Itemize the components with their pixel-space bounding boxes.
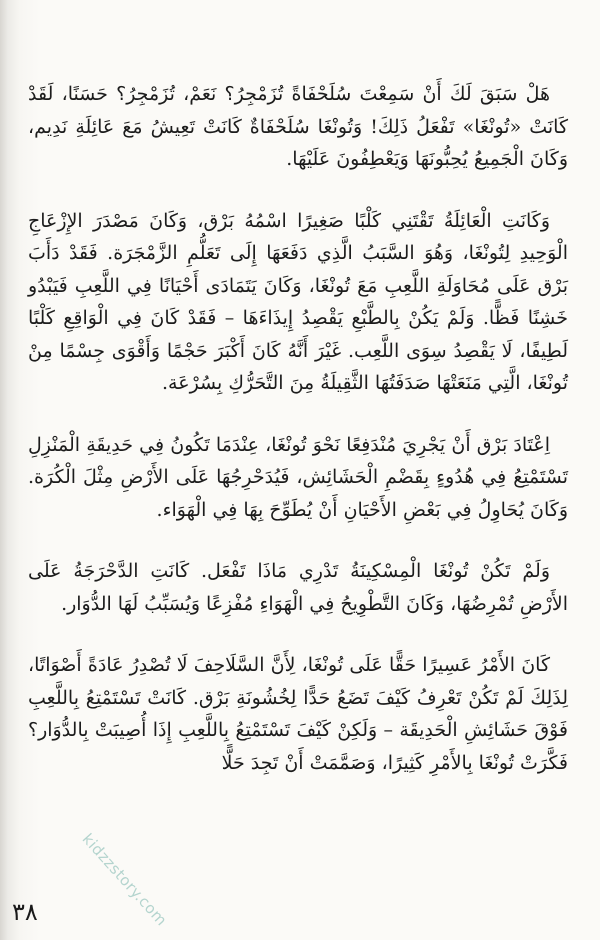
page-number: ٣٨ bbox=[12, 898, 38, 926]
paragraph-5: كَانَ الأَمْرُ عَسِيرًا حَقًّا عَلَى تُونْغَا، لِأَنَّ السَّلَاحِفَ لَا تُصْدِرُ عَادَةً أَصْوَاتًا، لِذَلِكَ لَمْ تَكُنْ تَعْرِفُ كَيْفَ تَضَعُ حَدًّا لِخُشُونَةِ بَرْق. كَانَتْ تَسْتَمْتِعُ بِاللَّعِبِ فَوْقَ حَشَائِشِ الْحَدِيقَة – وَلَكِنْ كَيْفَ تَسْتَمْتِعُ بِاللَّعِبِ إِذَا أُصِيبَتْ بِالدُّوَار؟ فَكَّرَتْ تُونْغَا بِالأَمْرِ كَثِيرًا، وَصَمَّمَتْ أَنْ تَجِدَ حَلًّا bbox=[28, 654, 568, 774]
paragraph-3: اِعْتَادَ بَرْق أَنْ يَجْرِيَ مُنْدَفِعًا نَحْوَ تُونْغَا، عِنْدَمَا تَكُونُ فِي حَدِيقَةِ الْمَنْزِلِ تَسْتَمْتِعُ فِي هُدُوءٍ بِقَضْمِ الْحَشَائِش، فَيُدَحْرِجُهَا عَلَى الأَرْضِ مِثْلَ الْكُرَة. وَكَانَ يُحَاوِلُ فِي بَعْضِ الأَحْيَانِ أَنْ يُطَوِّحَ بِهَا فِي الْهَوَاء. bbox=[28, 433, 568, 521]
story-text bbox=[28, 78, 568, 808]
paragraph-4: وَلَمْ تَكُنْ تُونْغَا الْمِسْكِينَةُ تَدْرِي مَاذَا تَفْعَل. كَانَتِ الدَّحْرَجَةُ عَلَى الأَرْضِ تُمْرِضُهَا، وَكَانَ التَّطْوِيحُ فِي الْهَوَاءِ مُفْزِعًا وَيُسَبِّبُ لَهَا الدُّوَار. bbox=[28, 560, 568, 615]
paragraph-1: هَلْ سَبَقَ لَكَ أَنْ سَمِعْتَ سُلَحْفَاةً تُزَمْجِرُ؟ نَعَمْ، تُزَمْجِرُ؟ حَسَنًا، لَقَدْ كَانَتْ «تُونْغَا» تَفْعَلُ ذَلِكَ! وَتُونْغَا سُلَحْفَاةٌ كَانَتْ تَعِيشُ مَعَ عَائِلَةِ نَدِيم، وَكَانَ الْجَمِيعُ يُحِبُّونَهَا وَيَعْطِفُونَ عَلَيْهَا. bbox=[28, 83, 568, 170]
watermark: kidzzstory.com bbox=[78, 830, 171, 930]
paragraph-2: وَكَانَتِ الْعَائِلَةُ تَقْتَنِي كَلْبًا صَغِيرًا اسْمُهُ بَرْق، وَكَانَ مَصْدَرَ الإِزْعَاجِ الْوَحِيدِ لِتُونْغَا، وَهُوَ السَّبَبُ الَّذِي دَفَعَهَا إِلَى تَعَلُّمِ الزَّمْجَرَة. فَقَدْ دَأَبَ بَرْق عَلَى مُحَاوَلَةِ اللَّعِبِ مَعَ تُونْغَا، وَكَانَ يَتَمَادَى أَحْيَانًا فِي اللَّعِبِ فَيَبْدُو خَشِنًا فَظًّا. وَلَمْ يَكُنْ بِالطَّبْعِ يَقْصِدُ إِيذَاءَهَا – فَقَدْ كَانَ فِي الْوَاقِعِ كَلْبًا لَطِيفًا، لَا يَقْصِدُ سِوَى اللَّعِب. غَيْرَ أَنَّهُ كَانَ أَكْبَرَ حَجْمًا وَأَقْوَى جِسْمًا مِنْ تُونْغَا، الَّتِي مَنَعَتْهَا صَدَفَتُهَا الثَّقِيلَةُ مِنَ التَّحَرُّكِ بِسُرْعَة. bbox=[28, 209, 568, 394]
